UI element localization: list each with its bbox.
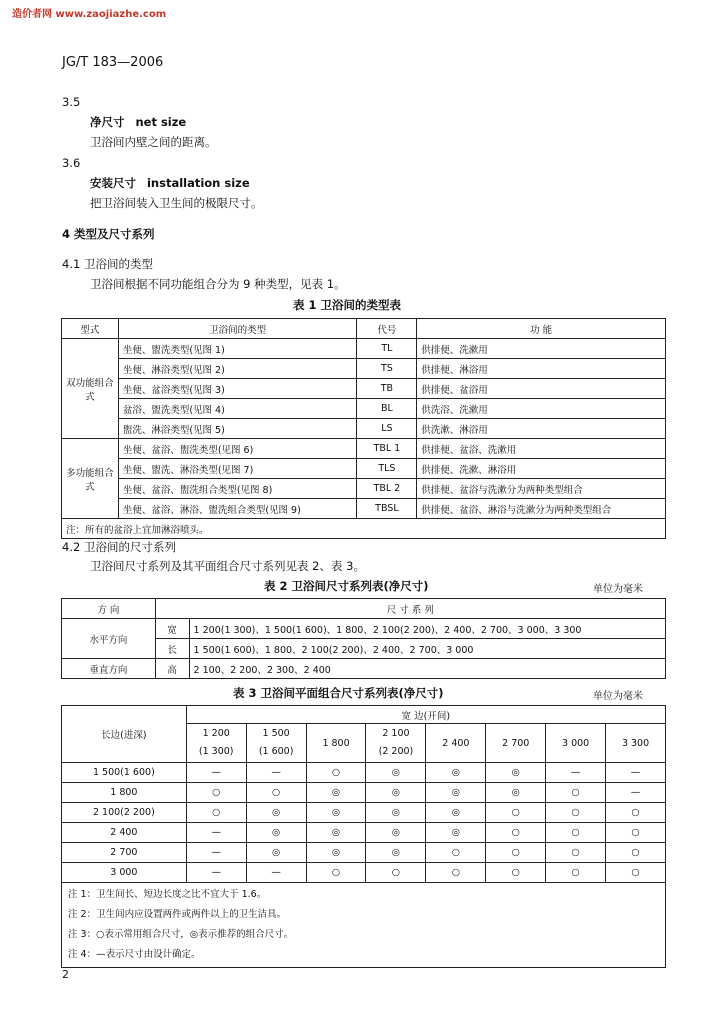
t1-code: BL	[357, 399, 417, 419]
t3-col-a: 2 700	[502, 737, 530, 749]
t3-note: 注 4：—表示尺寸由设计确定。	[68, 949, 201, 960]
t3-row-label: 1 800	[62, 783, 187, 803]
t3-cell: —	[186, 843, 246, 863]
t3-cell: ○	[606, 823, 666, 843]
table3-unit: 单位为毫米	[593, 691, 643, 702]
t3-cell: ◎	[366, 823, 426, 843]
watermark: 造价者网 www.zaojiazhe.com	[12, 9, 167, 20]
s35-term-en: net size	[135, 115, 187, 129]
t3-cell: ○	[606, 863, 666, 883]
t3-cell: ◎	[486, 783, 546, 803]
t3-cell: ◎	[366, 763, 426, 783]
t1-group2: 多功能组合式	[62, 439, 119, 519]
t3-col-head	[546, 724, 606, 763]
t3-cell: ○	[546, 843, 606, 863]
t3-col-head	[426, 724, 486, 763]
t3-cell: ○	[186, 783, 246, 803]
t3-col-a: 2 400	[442, 737, 470, 749]
t3-row-label: 2 400	[62, 823, 187, 843]
t1-code: TL	[357, 339, 417, 359]
t3-cell: ◎	[366, 843, 426, 863]
t1-type: 坐便、盥洗、淋浴类型(见图 7)	[118, 459, 357, 479]
s35-term: 净尺寸	[90, 115, 125, 129]
t3-cell: ◎	[366, 783, 426, 803]
s4-title: 4 类型及尺寸系列	[62, 227, 155, 241]
t3-cell: —	[186, 823, 246, 843]
t3-cell: ◎	[486, 763, 546, 783]
t3-col-a: 1 500	[262, 728, 290, 739]
t3-row	[62, 823, 666, 843]
t1-code: LS	[357, 419, 417, 439]
t3-col-b: (2 200)	[378, 746, 414, 757]
t3-cell: ○	[186, 803, 246, 823]
table1	[61, 318, 666, 539]
t3-row-label: 1 500(1 600)	[62, 763, 187, 783]
table2-unit: 单位为毫米	[593, 584, 643, 595]
t3-cell: ◎	[306, 843, 366, 863]
t2-long: 长	[155, 639, 189, 659]
t3-cell: —	[606, 763, 666, 783]
s42-title: 4.2 卫浴间的尺寸系列	[62, 540, 176, 554]
t1-func: 供排便、盆浴用	[417, 379, 666, 399]
t3-row-label: 2 100(2 200)	[62, 803, 187, 823]
t3-cell: ◎	[246, 843, 306, 863]
t3-body	[62, 763, 666, 883]
t3-col-a: 3 300	[621, 737, 650, 749]
t2-h-size: 尺 寸 系 列	[155, 599, 665, 619]
s41-body: 卫浴间根据不同功能组合分为 9 种类型，见表 1。	[90, 277, 346, 291]
t2-wide-vals: 1 200(1 300)、1 500(1 600)、1 800、2 100(2 200)、2 400、2 700、3 000、3 300	[189, 619, 665, 639]
t3-cell: ◎	[426, 783, 486, 803]
t1-code: TBSL	[357, 499, 417, 519]
s36-term-line	[90, 175, 250, 191]
t1-code: TBL 1	[357, 439, 417, 459]
t3-note: 注 2：卫生间内应设置两件或两件以上的卫生洁具。	[68, 909, 287, 920]
t1-func: 供排便、洗漱、淋浴用	[417, 459, 666, 479]
t1-func: 供排便、盆浴、洗漱用	[417, 439, 666, 459]
t3-cell: ◎	[246, 823, 306, 843]
t1-code: TBL 2	[357, 479, 417, 499]
table2	[61, 598, 666, 679]
t1-code: TLS	[357, 459, 417, 479]
t3-cell: ○	[486, 863, 546, 883]
t3-cell: ○	[606, 843, 666, 863]
t1-type: 坐便、盆浴类型(见图 3)	[118, 379, 357, 399]
t1-group1: 双功能组合式	[62, 339, 119, 439]
t3-col-head	[246, 724, 306, 763]
t1-type: 坐便、盆浴、淋浴、盥洗组合类型(见图 9)	[118, 499, 357, 519]
t3-short-side: 宽 边(开间)	[186, 706, 665, 724]
t1-func: 供洗漱、淋浴用	[417, 419, 666, 439]
t1-func: 供排便、洗漱用	[417, 339, 666, 359]
t3-cell: —	[186, 763, 246, 783]
t3-cell: —	[606, 783, 666, 803]
t3-cell: —	[246, 863, 306, 883]
t1-type: 盥洗、淋浴类型(见图 5)	[118, 419, 357, 439]
t1-h-code: 代号	[357, 319, 417, 339]
t2-horiz: 水平方向	[62, 619, 156, 659]
t3-col-b: (1 600)	[258, 746, 294, 757]
s42-body: 卫浴间尺寸系列及其平面组合尺寸系列见表 2、表 3。	[90, 559, 365, 573]
t3-col-a: 1 800	[322, 737, 350, 749]
t3-cell: ◎	[426, 763, 486, 783]
t3-cell: ○	[546, 783, 606, 803]
t3-col-head	[606, 724, 666, 763]
doc-header: JG/T 183—2006	[62, 55, 164, 70]
s36-term: 安装尺寸	[90, 176, 136, 190]
t3-col-b: (1 300)	[198, 746, 234, 757]
t3-cell: ◎	[366, 803, 426, 823]
t3-row-label: 3 000	[62, 863, 187, 883]
t3-note: 注 1：卫生间长、短边长度之比不宜大于 1.6。	[68, 889, 267, 900]
t3-cell: ◎	[306, 823, 366, 843]
t3-cell: ◎	[306, 803, 366, 823]
t3-cell: ○	[246, 783, 306, 803]
page-number: 2	[62, 968, 69, 981]
t3-cell: ○	[546, 863, 606, 883]
t3-col-a: 3 000	[562, 737, 590, 749]
t3-cell: ○	[426, 843, 486, 863]
s35-def: 卫浴间内壁之间的距离。	[90, 135, 217, 149]
t3-col-head	[366, 724, 426, 763]
t3-cell: ○	[486, 823, 546, 843]
t3-cell: ◎	[246, 803, 306, 823]
t1-note: 注：所有的盆浴上宜加淋浴喷头。	[62, 519, 666, 539]
s35-num: 3.5	[62, 95, 81, 109]
t3-note: 注 3：○表示常用组合尺寸，◎表示推荐的组合尺寸。	[68, 929, 294, 940]
s35-term-line	[90, 114, 186, 130]
t3-col-head	[486, 724, 546, 763]
s36-def: 把卫浴间装入卫生间的极限尺寸。	[90, 196, 263, 210]
t2-vert: 垂直方向	[62, 659, 156, 679]
t1-func: 供排便、盆浴与洗漱分为两种类型组合	[417, 479, 666, 499]
t3-cell: ○	[546, 803, 606, 823]
t2-high-vals: 2 100、2 200、2 300、2 400	[189, 659, 665, 679]
t1-type: 坐便、盆浴、盥洗组合类型(见图 8)	[118, 479, 357, 499]
t3-cell: ○	[546, 823, 606, 843]
t3-cell: ○	[486, 843, 546, 863]
t3-col-head	[186, 724, 246, 763]
t3-long-side: 长边(进深)	[62, 706, 187, 763]
t1-code: TB	[357, 379, 417, 399]
t1-h-form: 型式	[62, 319, 119, 339]
t3-notes	[62, 883, 666, 968]
t1-h-type: 卫浴间的类型	[118, 319, 357, 339]
t3-row	[62, 863, 666, 883]
t3-col-a: 2 100	[382, 728, 410, 739]
t3-cell: ○	[366, 863, 426, 883]
t3-cell: ○	[306, 863, 366, 883]
table3	[61, 705, 666, 968]
t3-row	[62, 843, 666, 863]
t3-row-label: 2 700	[62, 843, 187, 863]
t3-cell: —	[246, 763, 306, 783]
t1-type: 坐便、盥洗类型(见图 1)	[118, 339, 357, 359]
t2-h-dir: 方 向	[62, 599, 156, 619]
t3-col-a: 1 200	[202, 728, 230, 739]
t3-cell: ○	[486, 803, 546, 823]
t1-h-func: 功 能	[417, 319, 666, 339]
t1-func: 供排便、盆浴、淋浴与洗漱分为两种类型组合	[417, 499, 666, 519]
t3-cell: ◎	[426, 803, 486, 823]
table2-caption: 表 2 卫浴间尺寸系列表(净尺寸)	[264, 579, 429, 593]
s36-num: 3.6	[62, 156, 81, 170]
t3-row	[62, 803, 666, 823]
t3-row	[62, 783, 666, 803]
t3-cell: —	[546, 763, 606, 783]
t3-cell: ○	[426, 863, 486, 883]
t3-row	[62, 763, 666, 783]
s36-term-en: installation size	[146, 176, 250, 190]
t1-code: TS	[357, 359, 417, 379]
t3-cell: ◎	[426, 823, 486, 843]
t1-type: 坐便、盆浴、盥洗类型(见图 6)	[118, 439, 357, 459]
t1-type: 盆浴、盥洗类型(见图 4)	[118, 399, 357, 419]
t3-cell: ○	[606, 803, 666, 823]
t2-high: 高	[155, 659, 189, 679]
t3-col-head	[306, 724, 366, 763]
t1-func: 供洗浴、洗漱用	[417, 399, 666, 419]
t3-cell: ○	[306, 763, 366, 783]
t2-long-vals: 1 500(1 600)、1 800、2 100(2 200)、2 400、2 700、3 000	[189, 639, 665, 659]
table1-caption: 表 1 卫浴间的类型表	[293, 298, 402, 312]
t1-func: 供排便、淋浴用	[417, 359, 666, 379]
t1-type: 坐便、淋浴类型(见图 2)	[118, 359, 357, 379]
s41-title: 4.1 卫浴间的类型	[62, 257, 153, 271]
t2-wide: 宽	[155, 619, 189, 639]
t3-cell: ◎	[306, 783, 366, 803]
t3-cell: —	[186, 863, 246, 883]
table3-caption: 表 3 卫浴间平面组合尺寸系列表(净尺寸)	[233, 686, 444, 700]
